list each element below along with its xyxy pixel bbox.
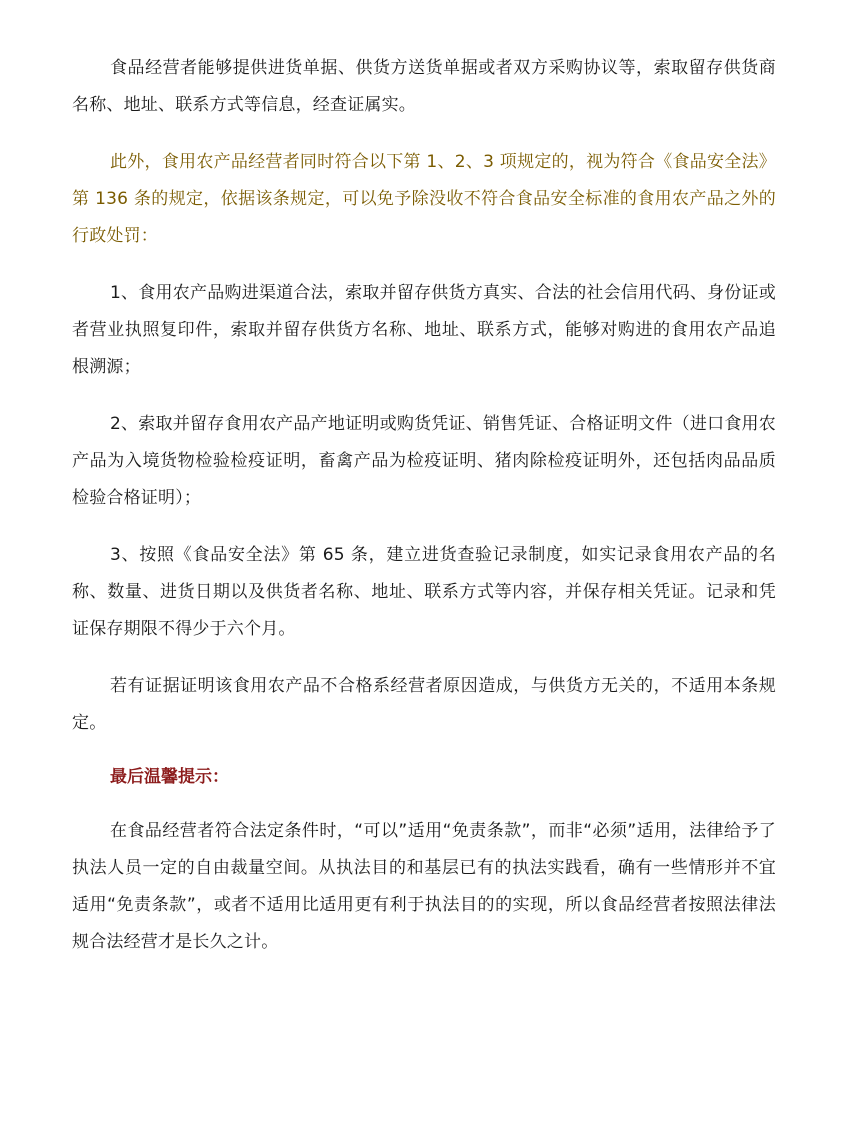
paragraph-condition-1: 1、食用农产品购进渠道合法，索取并留存供货方真实、合法的社会信用代码、身份证或者营业执照复印件，索取并留存供货方名称、地址、联系方式，能够对购进的食用农产品追根溯源；: [72, 283, 776, 377]
paragraph-purchase-documents: 食品经营者能够提供进货单据、供货方送货单据或者双方采购协议等，索取留存供货商名称、地址、联系方式等信息，经查证属实。: [72, 58, 776, 115]
paragraph-condition-2: 2、索取并留存食用农产品产地证明或购货凭证、销售凭证、合格证明文件（进口食用农产品为入境货物检验检疫证明，畜禽产品为检疫证明、猪肉除检疫证明外，还包括肉品品质检验合格证明）；: [72, 414, 776, 508]
tip-heading: 最后温馨提示：: [110, 767, 229, 787]
paragraph-not-applicable: 若有证据证明该食用农产品不合格系经营者原因造成，与供货方无关的，不适用本条规定。: [72, 676, 776, 733]
paragraph-exemption-conditions: 此外，食用农产品经营者同时符合以下第 1、2、3 项规定的，视为符合《食品安全法》第 136 条的规定，依据该条规定，可以免予除没收不符合食品安全标准的食用农产品之外的行政处罚：: [72, 152, 776, 246]
paragraph-final-tip: 在食品经营者符合法定条件时，“可以”适用“免责条款”，而非“必须”适用，法律给予了执法人员一定的自由裁量空间。从执法目的和基层已有的执法实践看，确有一些情形并不宜适用“免责条款”，或者不适用比适用更有利于执法目的的实现，所以食品经营者按照法律法规合法经营才是长久之计。: [72, 821, 776, 952]
paragraph-condition-3: 3、按照《食品安全法》第 65 条，建立进货查验记录制度，如实记录食用农产品的名称、数量、进货日期以及供货者名称、地址、联系方式等内容，并保存相关凭证。记录和凭证保存期限不得少于六个月。: [72, 545, 776, 639]
document-page: [72, 50, 776, 961]
